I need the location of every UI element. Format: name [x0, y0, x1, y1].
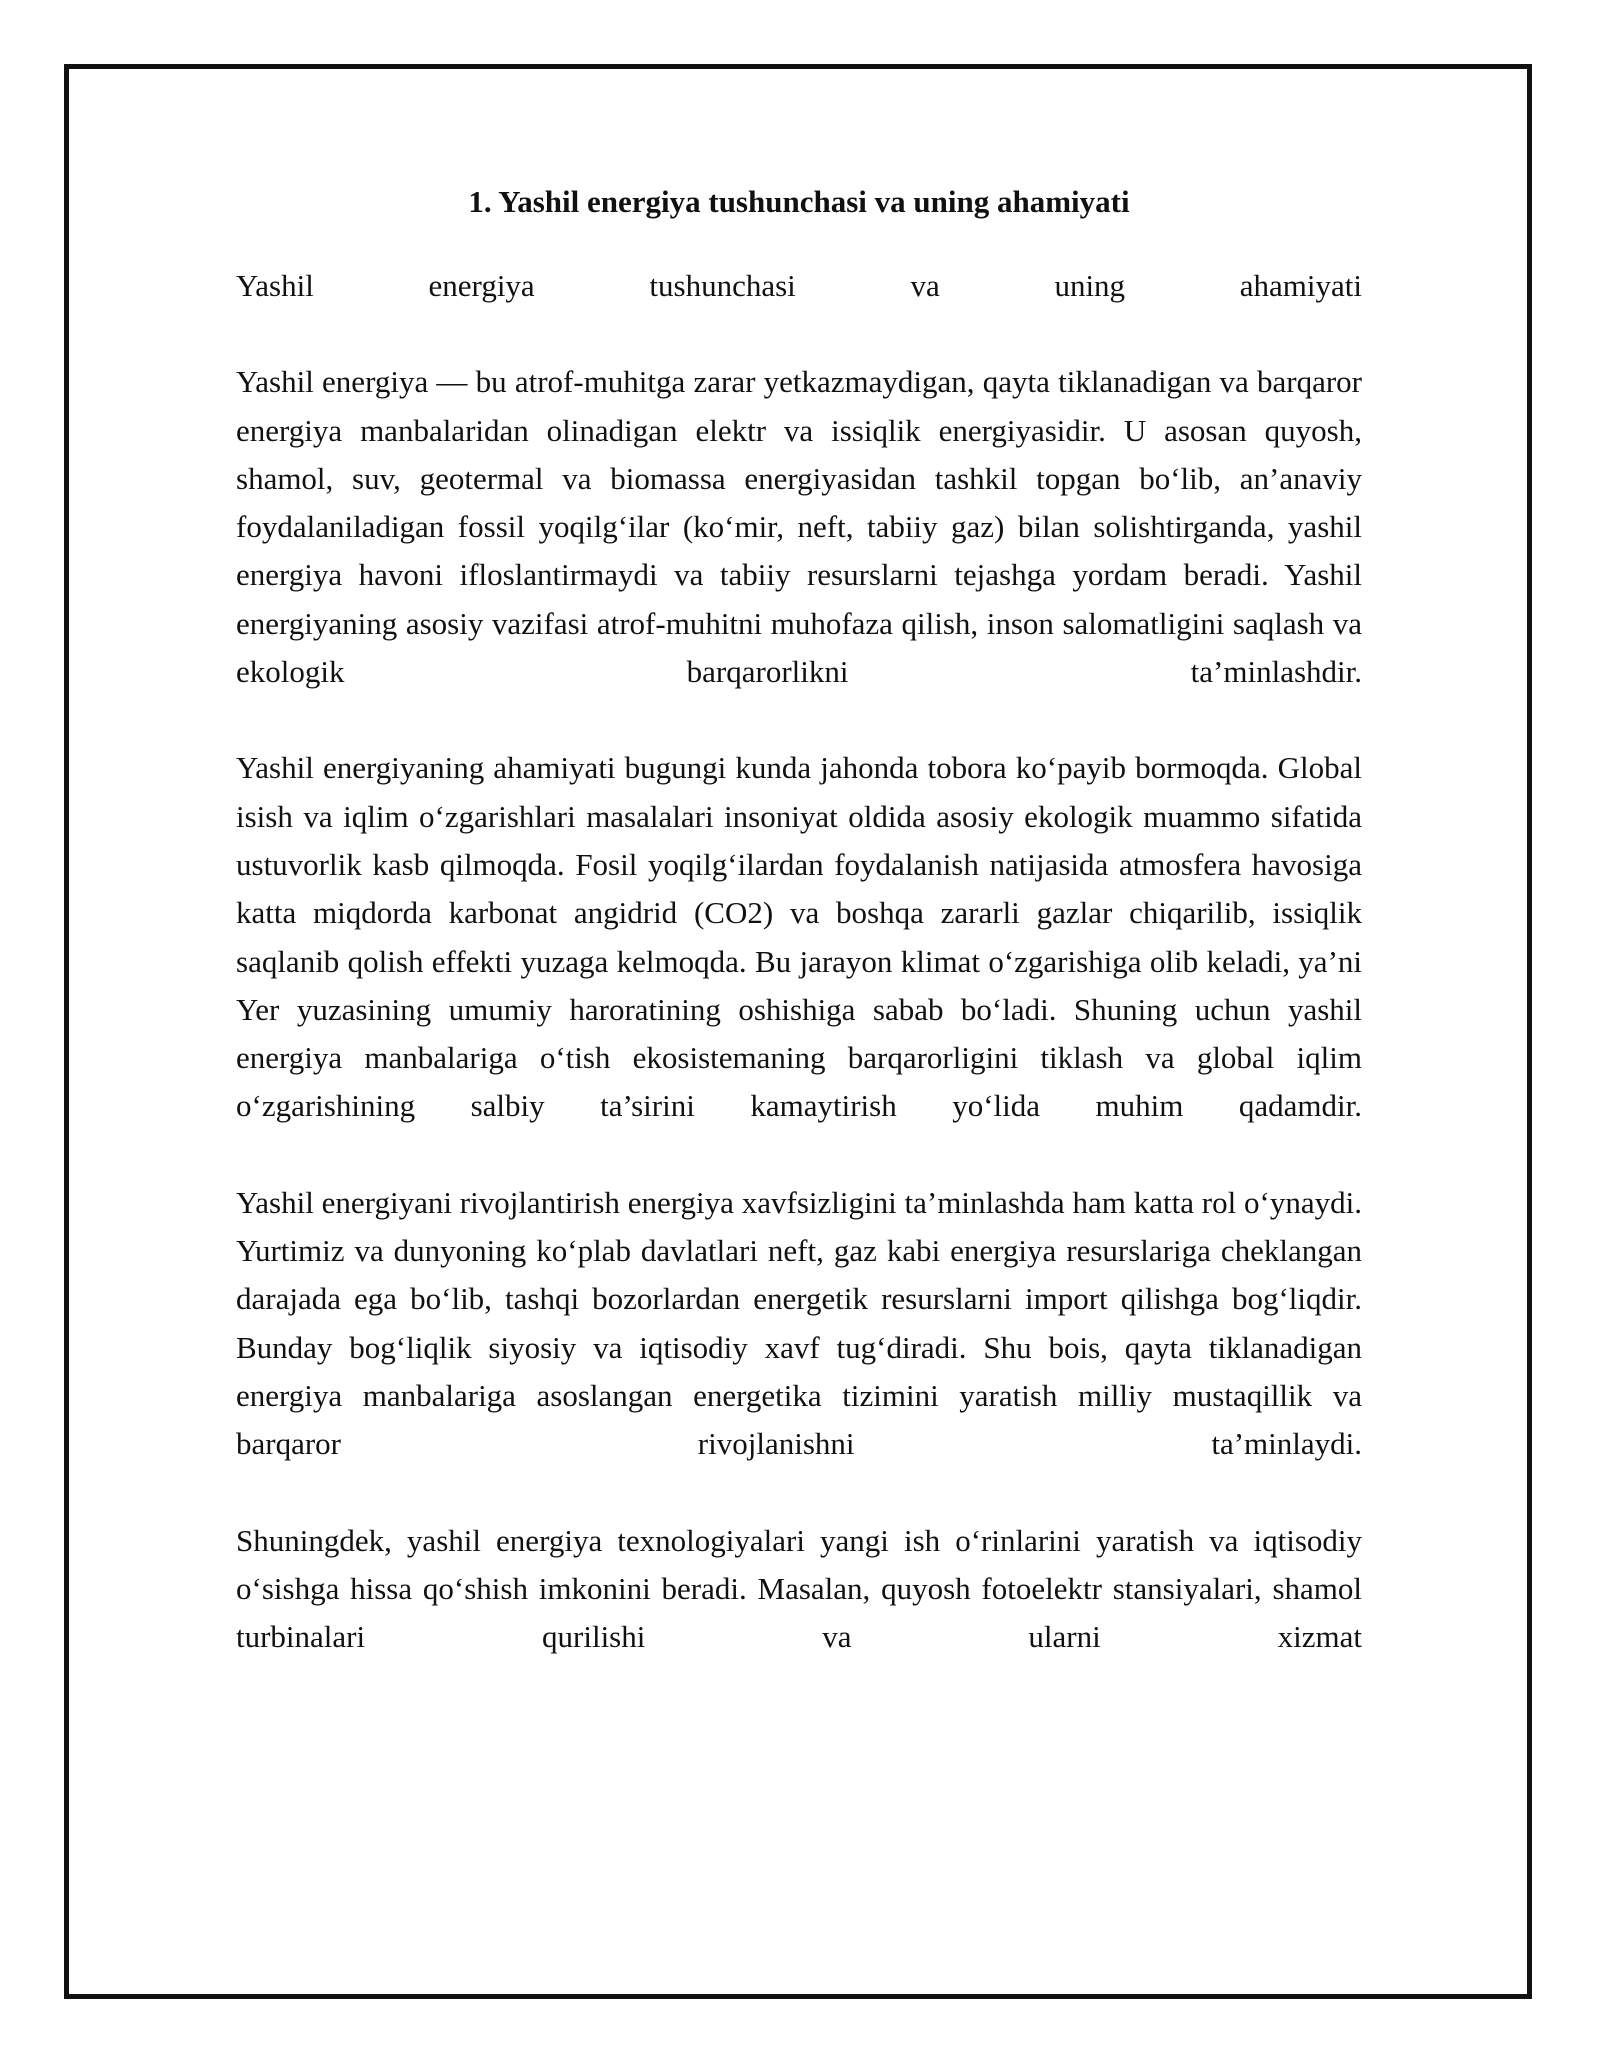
paragraph-subtitle: Yashil energiya tushunchasi va uning ahamiyati — [236, 268, 1362, 303]
document-body — [236, 182, 1362, 1661]
paragraph-economic-growth: Shuningdek, yashil energiya texnologiyalari yangi ish o‘rinlarini yaratish va iqtisodiy o‘sishga hissa qo‘shish imkonini beradi. Masalan, quyosh fotoelektr stansiyalari, shamol turbinalari qurilishi va ularni xizmat — [236, 1522, 1362, 1655]
paragraph-importance: Yashil energiyaning ahamiyati bugungi kunda jahonda tobora ko‘payib bormoqda. Global isish va iqlim o‘zgarishlari masalalari insoniyat oldida asosiy ekologik muammo sifatida ustuvorlik kasb qilmoqda. Fosil yoqilg‘ilardan foydalanish natijasida atmosfera havosiga katta miqdorda karbonat angidrid (CO2) va boshqa zararli gazlar chiqarilib, issiqlik saqlanib qolish effekti yuzaga kelmoqda. Bu jarayon klimat o‘zgarishiga olib keladi, ya’ni Yer yuzasining umumiy haroratining oshishiga sabab bo‘ladi. Shuning uchun yashil energiya manbalariga o‘tish ekosistemaning barqarorligini tiklash va global iqlim o‘zgarishining salbiy ta’sirini kamaytirish yo‘lida muhim qadamdir. — [236, 750, 1362, 1124]
document-title: 1. Yashil energiya tushunchasi va uning ahamiyati — [468, 184, 1130, 219]
paragraph-energy-security: Yashil energiyani rivojlantirish energiya xavfsizligini ta’minlashda ham katta rol o‘ynaydi. Yurtimiz va dunyoning ko‘plab davlatlari neft, gaz kabi energiya resurslariga cheklangan darajada ega bo‘lib, tashqi bozorlardan energetik resurslarni import qilishga bog‘liqdir. Bunday bog‘liqlik siyosiy va iqtisodiy xavf tug‘diradi. Shu bois, qayta tiklanadigan energiya manbalariga asoslangan energetika tizimini yaratish milliy mustaqillik va barqaror rivojlanishni ta’minlaydi. — [236, 1184, 1362, 1462]
paragraph-definition: Yashil energiya — bu atrof-muhitga zarar yetkazmaydigan, qayta tiklanadigan va barqaror energiya manbalaridan olinadigan elektr va issiqlik energiyasidir. U asosan quyosh, shamol, suv, geotermal va biomassa energiyasidan tashkil topgan bo‘lib, an’anaviy foydalaniladigan fossil yoqilg‘ilar (ko‘mir, neft, tabiiy gaz) bilan solishtirganda, yashil energiya havoni ifloslantirmaydi va tabiiy resurslarni tejashga yordam beradi. Yashil energiyaning asosiy vazifasi atrof-muhitni muhofaza qilish, inson salomatligini saqlash va ekologik barqarorlikni ta’minlashdir. — [236, 364, 1362, 690]
